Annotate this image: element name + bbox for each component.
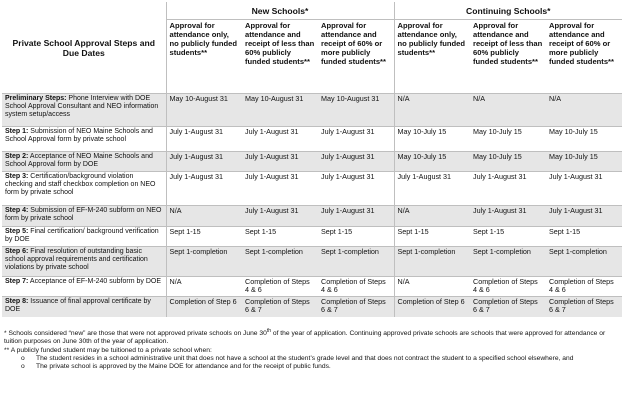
bullet-icon: o xyxy=(21,363,25,371)
step-text: Phone Interview with DOE School Approval Consultant and NEO information system setup/access xyxy=(5,95,159,119)
table-cell: July 1-August 31 xyxy=(242,206,318,227)
table-cell: July 1-August 31 xyxy=(166,172,242,206)
table-cell: July 1-August 31 xyxy=(546,206,622,227)
step-label: Step 2: xyxy=(5,153,29,160)
table-cell: May 10-July 15 xyxy=(394,127,470,152)
step-description xyxy=(2,206,166,227)
step-text: Acceptance of NEO Maine Schools and School Approval form by DOE xyxy=(5,153,153,169)
table-cell: May 10-August 31 xyxy=(318,94,394,127)
step-label: Step 7: xyxy=(5,278,29,285)
list-item xyxy=(21,363,620,371)
table-cell: Completion of Steps 6 & 7 xyxy=(546,297,622,317)
table-cell: Sept 1-15 xyxy=(394,227,470,247)
table-cell: July 1-August 31 xyxy=(318,127,394,152)
table-title: Private School Approval Steps and Due Dates xyxy=(2,2,166,94)
table-cell: Sept 1-completion xyxy=(546,247,622,277)
table-row xyxy=(2,94,622,127)
table-cell: July 1-August 31 xyxy=(166,152,242,172)
table-cell: July 1-August 31 xyxy=(470,172,546,206)
continuing-schools-header: Continuing Schools* xyxy=(394,2,622,20)
group-header-row xyxy=(2,2,622,20)
step-description xyxy=(2,277,166,297)
table-row xyxy=(2,152,622,172)
column-header: Approval for attendance and receipt of 60% or more publicly funded students** xyxy=(549,21,614,67)
step-text: Issuance of final approval certificate by DOE xyxy=(5,298,151,314)
table-row xyxy=(2,277,622,297)
list-item-text: The private school is approved by the Maine DOE for attendance and for the receipt of public funds. xyxy=(36,363,331,371)
table-cell: Completion of Step 6 xyxy=(166,297,242,317)
footnote-bullet-list xyxy=(4,355,620,372)
step-description xyxy=(2,227,166,247)
table-row xyxy=(2,127,622,152)
table-cell: May 10-August 31 xyxy=(242,94,318,127)
step-text: Certification/background violation checking and staff checkbox completion on NEO form by private school xyxy=(5,173,156,197)
table-cell: July 1-August 31 xyxy=(166,127,242,152)
step-text: Submission of EF-M-240 subform on NEO form by private school xyxy=(5,207,162,223)
step-text: Final certification/ background verification by DOE xyxy=(5,228,159,244)
step-description xyxy=(2,247,166,277)
table-cell: May 10-July 15 xyxy=(470,152,546,172)
table-cell: Sept 1-15 xyxy=(242,227,318,247)
table-cell: Sept 1-completion xyxy=(394,247,470,277)
table-cell: Completion of Steps 4 & 6 xyxy=(242,277,318,297)
step-description xyxy=(2,127,166,152)
table-cell: Sept 1-completion xyxy=(470,247,546,277)
table-cell: N/A xyxy=(394,206,470,227)
table-cell: Sept 1-completion xyxy=(242,247,318,277)
bullet-icon: o xyxy=(21,354,25,362)
step-label: Step 8: xyxy=(5,298,29,305)
table-cell: July 1-August 31 xyxy=(394,172,470,206)
step-text: Acceptance of EF-M-240 subform by DOE xyxy=(28,278,162,285)
step-description xyxy=(2,152,166,172)
list-item xyxy=(21,354,620,363)
step-label: Preliminary Steps: xyxy=(5,95,67,102)
step-label: Step 5: xyxy=(5,228,29,235)
table-row xyxy=(2,227,622,247)
table-cell: July 1-August 31 xyxy=(242,127,318,152)
table-cell: Completion of Steps 4 & 6 xyxy=(546,277,622,297)
table-cell: May 10-August 31 xyxy=(166,94,242,127)
table-cell: Sept 1-15 xyxy=(318,227,394,247)
table-cell: N/A xyxy=(470,94,546,127)
step-description xyxy=(2,94,166,127)
column-header: Approval for attendance and receipt of 60% or more publicly funded students** xyxy=(321,21,386,67)
footnote-text: * Schools considered “new” are those that were not approved private schools on June 30 xyxy=(4,330,267,337)
step-text: Final resolution of outstanding basic school approval requirements and certification violations by private school xyxy=(5,248,148,272)
table-cell: July 1-August 31 xyxy=(318,172,394,206)
table-cell: Completion of Steps 6 & 7 xyxy=(470,297,546,317)
table-cell: N/A xyxy=(546,94,622,127)
table-cell: May 10-July 15 xyxy=(546,152,622,172)
table-cell: Sept 1-completion xyxy=(166,247,242,277)
table-cell: Completion of Steps 4 & 6 xyxy=(470,277,546,297)
table-cell: July 1-August 31 xyxy=(546,172,622,206)
footnote-superscript: th xyxy=(266,327,271,334)
table-cell: Completion of Steps 6 & 7 xyxy=(318,297,394,317)
table-cell: N/A xyxy=(166,206,242,227)
footnote-new-schools xyxy=(4,327,620,347)
table-cell: Sept 1-completion xyxy=(318,247,394,277)
table-cell: July 1-August 31 xyxy=(318,152,394,172)
table-cell: July 1-August 31 xyxy=(242,172,318,206)
column-header: Approval for attendance and receipt of less than 60% publicly funded students** xyxy=(245,21,315,67)
table-cell: Completion of Steps 4 & 6 xyxy=(318,277,394,297)
step-label: Step 4: xyxy=(5,207,29,214)
table-cell: May 10-July 15 xyxy=(470,127,546,152)
table-cell: May 10-July 15 xyxy=(394,152,470,172)
table-cell: Completion of Steps 6 & 7 xyxy=(242,297,318,317)
table-cell: N/A xyxy=(166,277,242,297)
column-header: Approval for attendance only, no publicly funded students** xyxy=(166,20,242,94)
column-header: Approval for attendance only, no publicly funded students** xyxy=(394,20,470,94)
table-cell: N/A xyxy=(394,94,470,127)
table-cell: May 10-July 15 xyxy=(546,127,622,152)
table-cell: July 1-August 31 xyxy=(242,152,318,172)
table-row xyxy=(2,172,622,206)
table-row xyxy=(2,206,622,227)
step-description xyxy=(2,172,166,206)
table-row xyxy=(2,297,622,317)
approval-schedule-table xyxy=(2,2,622,317)
footnote-publicly-funded: ** A publicly funded student may be tuitioned to a private school when: xyxy=(4,346,212,354)
new-schools-header: New Schools* xyxy=(166,2,394,20)
table-cell: July 1-August 31 xyxy=(470,206,546,227)
table-cell: Completion of Step 6 xyxy=(394,297,470,317)
table-cell: Sept 1-15 xyxy=(470,227,546,247)
step-description xyxy=(2,297,166,317)
footnote-text: of the year of application. Continuing approved private schools are schools that were approved for attendance or tuition purposes on June 30th of the year of application. xyxy=(4,330,606,346)
step-label: Step 3: xyxy=(5,173,29,180)
footnotes xyxy=(4,327,620,371)
step-label: Step 1: xyxy=(5,128,29,135)
list-item-text: The student resides in a school administrative unit that does not have a school at the student’s grade level and that does not contract the student to a specified school elsewhere, and xyxy=(36,354,574,362)
table-cell: July 1-August 31 xyxy=(318,206,394,227)
column-header: Approval for attendance and receipt of less than 60% publicly funded students** xyxy=(473,21,543,67)
step-text: Submission of NEO Maine Schools and School Approval form by private school xyxy=(5,128,153,144)
table-cell: Sept 1-15 xyxy=(166,227,242,247)
table-row xyxy=(2,247,622,277)
table-cell: N/A xyxy=(394,277,470,297)
table-cell: Sept 1-15 xyxy=(546,227,622,247)
step-label: Step 6: xyxy=(5,248,29,255)
